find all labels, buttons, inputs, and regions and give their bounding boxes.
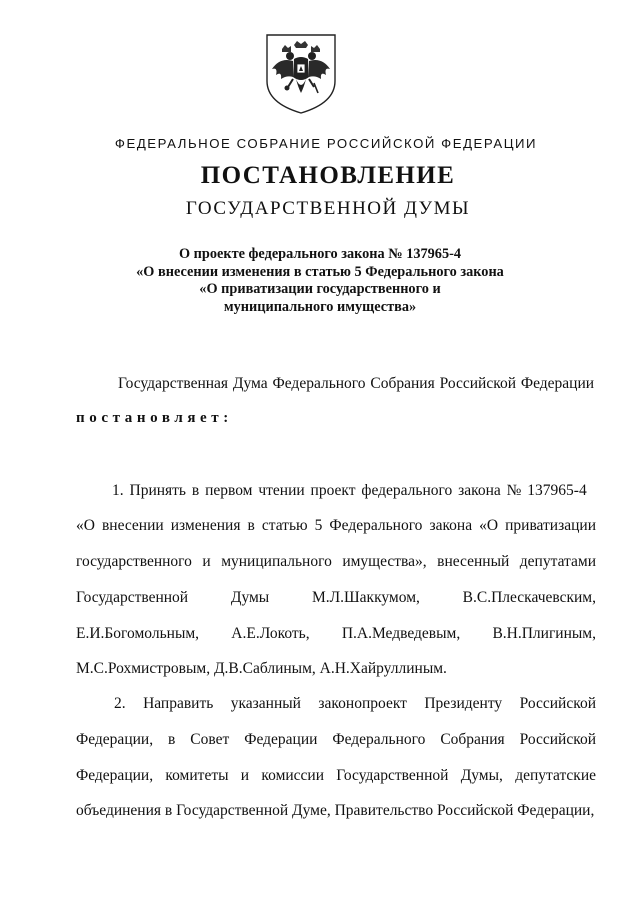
body-line: государственного и муниципального имущества», внесенный депутатами bbox=[76, 553, 596, 570]
preamble-text: Государственная Дума Федерального Собрания Российской Федерации bbox=[118, 375, 595, 392]
body-line: М.С.Рохмистровым, Д.В.Саблиным, А.Н.Хайруллиным. bbox=[76, 660, 447, 677]
subject-line: муниципального имущества» bbox=[223, 298, 417, 315]
body-line: 2. Направить указанный законопроект Президенту Российской bbox=[114, 695, 596, 712]
body-line: Государственной Думы М.Л.Шаккумом, В.С.Плескачевским, bbox=[76, 589, 596, 606]
subject-line: О проекте федерального закона № 137965-4 bbox=[178, 246, 462, 262]
subject-line: «О внесении изменения в статью 5 Федерального закона bbox=[136, 263, 504, 280]
assembly-name: ФЕДЕРАЛЬНОЕ СОБРАНИЕ РОССИЙСКОЙ ФЕДЕРАЦИИ bbox=[114, 136, 538, 151]
document-type-title: ПОСТАНОВЛЕНИЕ bbox=[200, 162, 456, 189]
document-subject bbox=[110, 246, 530, 316]
body-line: Федерации, в Совет Федерации Федерального Собрания Российской bbox=[76, 731, 596, 748]
body-line: объединения в Государственной Думе, Правительство Российской Федерации, bbox=[76, 802, 595, 819]
coat-of-arms-icon bbox=[264, 33, 338, 115]
body-line: «О внесении изменения в статью 5 Федерального закона «О приватизации bbox=[76, 517, 596, 534]
body-line: Е.И.Богомольным, А.Е.Локоть, П.А.Медведевым, В.Н.Плигиным, bbox=[76, 625, 596, 642]
decree-word: постановляет: bbox=[76, 410, 233, 426]
subject-line: «О приватизации государственного и bbox=[199, 281, 441, 297]
issuer-title: ГОСУДАРСТВЕННОЙ ДУМЫ bbox=[185, 198, 471, 219]
body-line: Федерации, комитеты и комиссии Государственной Думы, депутатские bbox=[76, 767, 596, 784]
body-line: 1. Принять в первом чтении проект федерального закона № 137965-4 bbox=[112, 482, 587, 499]
